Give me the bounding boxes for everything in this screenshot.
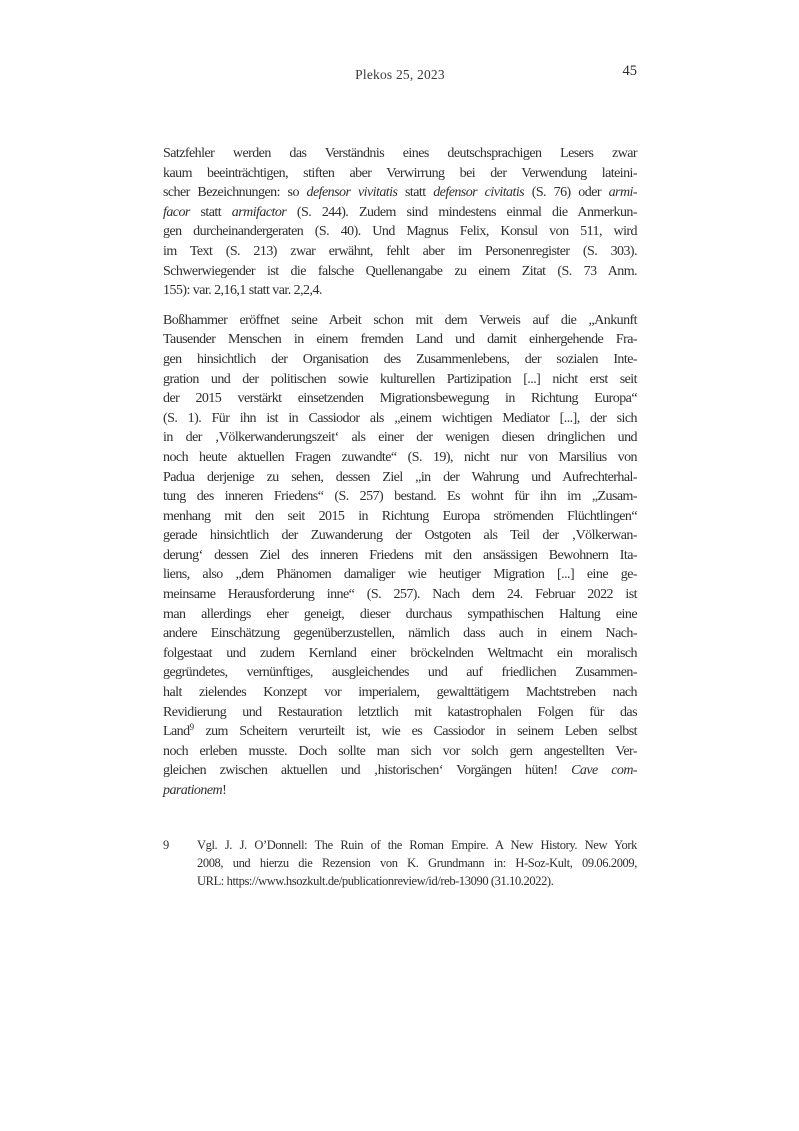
text-run: gerade hinsichtlich der Zuwanderung der Ostgoten als Teil der ‚Völkerwan- bbox=[163, 528, 637, 544]
text-line bbox=[163, 144, 637, 164]
text-run: Padua derjenige zu sehen, dessen Ziel „in der Wahrung und Aufrechterhal- bbox=[163, 469, 637, 485]
text-line bbox=[163, 330, 637, 350]
text-run: Revidierung und Restauration letztlich mit katastrophalen Folgen für das bbox=[163, 704, 637, 720]
text-line bbox=[163, 468, 637, 488]
italic-text: defensor vivitatis bbox=[306, 185, 398, 201]
body-text bbox=[163, 144, 637, 801]
text-line bbox=[163, 742, 637, 762]
text-run: gration und der politischen sowie kulturellen Partizipation [...] nicht erst seit bbox=[163, 371, 637, 387]
text-line bbox=[197, 855, 637, 873]
text-run: statt bbox=[397, 185, 434, 201]
text-line bbox=[163, 311, 637, 331]
text-run: (S. 244). Zudem sind mindestens einmal die Anmerkun- bbox=[286, 204, 637, 220]
text-line bbox=[163, 448, 637, 468]
text-line bbox=[197, 837, 637, 855]
text-run: liens, also „dem Phänomen damaliger wie heutiger Migration [...] eine ge- bbox=[163, 567, 637, 583]
text-run: halt zielendes Konzept vor imperialem, gewalttätigem Machtstreben nach bbox=[163, 685, 637, 701]
text-run: gen durcheinandergeraten (S. 40). Und Magnus Felix, Konsul von 511, wird bbox=[163, 224, 637, 240]
text-line bbox=[163, 546, 637, 566]
text-run: gleichen zwischen aktuellen und ‚historischen‘ Vorgängen hüten! bbox=[163, 763, 572, 779]
text-run: noch heute aktuellen Fragen zuwandte“ (S. 19), nicht nur von Marsilius von bbox=[163, 449, 637, 465]
text-line bbox=[163, 370, 637, 390]
text-run: Satzfehler werden das Verständnis eines deutschsprachigen Lesers zwar bbox=[163, 146, 637, 161]
text-run: menhang mit den seit 2015 in Richtung Europa strömenden Flüchtlingen“ bbox=[163, 508, 637, 524]
text-run: Boßhammer eröffnet seine Arbeit schon mit dem Verweis auf die „Ankunft bbox=[163, 312, 637, 328]
text-line bbox=[163, 526, 637, 546]
text-line bbox=[163, 350, 637, 370]
text-run: Vgl. J. J. O’Donnell: The Ruin of the Roman Empire. A New History. New York bbox=[197, 838, 637, 852]
text-run: gegründetes, vernünftiges, ausgleichendes und auf friedlichen Zusammen- bbox=[163, 665, 637, 681]
footnote-url-link[interactable]: https://www.hsozkult.de/publicationreview/id/reb-13090 bbox=[226, 873, 489, 888]
text-line bbox=[163, 585, 637, 605]
text-run: scher Bezeichnungen: so bbox=[163, 185, 307, 201]
text-line bbox=[163, 222, 637, 242]
text-run: Tausender Menschen in einem fremden Land und damit einhergehende Fra- bbox=[163, 332, 637, 348]
text-run: URL: bbox=[197, 873, 227, 888]
text-line bbox=[163, 487, 637, 507]
italic-text: parationem bbox=[163, 783, 223, 798]
footnote-marker: 9 bbox=[189, 722, 195, 733]
text-run: tung des inneren Friedens“ (S. 257) bestand. Es wohnt für ihn im „Zusam- bbox=[163, 489, 637, 505]
text-run: 2008, und hierzu die Rezension von K. Grundmann in: H-Soz-Kult, 09.06.2009, bbox=[197, 855, 637, 870]
text-run: (S. 1). Für ihn ist in Cassiodor als „einem wichtigen Mediator [...], der sich bbox=[163, 410, 637, 426]
text-line bbox=[163, 644, 637, 664]
text-line bbox=[163, 507, 637, 527]
text-run: kaum beeinträchtigen, stiften aber Verwirrung bei der Verwendung lateini- bbox=[163, 165, 637, 181]
text-line bbox=[163, 428, 637, 448]
footnote-number: 9 bbox=[163, 838, 169, 852]
text-line bbox=[163, 565, 637, 585]
page-number: 45 bbox=[622, 63, 637, 79]
text-run: (31.10.2022). bbox=[488, 873, 554, 888]
text-line bbox=[163, 262, 637, 282]
text-line bbox=[197, 873, 637, 891]
text-run: gen hinsichtlich der Organisation des Zusammenlebens, der sozialen Inte- bbox=[163, 351, 637, 367]
text-line bbox=[163, 183, 637, 203]
italic-text: Cave com- bbox=[571, 763, 637, 779]
text-run: Land bbox=[163, 724, 190, 740]
italic-text: defensor civitatis bbox=[433, 185, 525, 201]
text-line bbox=[163, 703, 637, 723]
paragraph bbox=[163, 144, 637, 301]
text-line bbox=[163, 722, 637, 742]
journal-title: Plekos 25, 2023 bbox=[355, 67, 445, 82]
italic-text: armi- bbox=[608, 185, 637, 201]
text-run: andere Einschätzung gegenüberzustellen, nämlich dass auch in einem Nach- bbox=[163, 626, 637, 642]
text-line bbox=[163, 281, 637, 301]
text-run: ! bbox=[222, 783, 227, 798]
text-run: derung‘ dessen Ziel des inneren Friedens mit den ansässigen Bewohnern Ita- bbox=[163, 547, 637, 563]
footnote-section bbox=[163, 837, 637, 891]
page-header bbox=[163, 63, 637, 89]
text-line bbox=[163, 663, 637, 683]
text-run: folgestaat und zudem Kernland einer bröckelnden Weltmacht ein moralisch bbox=[163, 645, 637, 661]
text-run: statt bbox=[189, 204, 232, 220]
italic-text: facor bbox=[163, 204, 190, 220]
text-run: im Text (S. 213) zwar erwähnt, fehlt aber im Personenregister (S. 303). bbox=[163, 243, 637, 259]
text-run: zum Scheitern verurteilt ist, wie es Cassiodor in seinem Leben selbst bbox=[194, 724, 637, 740]
text-line bbox=[163, 409, 637, 429]
text-run: (S. 76) oder bbox=[524, 185, 609, 201]
text-line bbox=[163, 683, 637, 703]
footnote-text bbox=[197, 837, 637, 891]
text-line bbox=[163, 605, 637, 625]
text-run: in der ‚Völkerwanderungszeit‘ als einer der wenigen diesen dringlichen und bbox=[163, 430, 637, 446]
text-line bbox=[163, 203, 637, 223]
paragraph bbox=[163, 311, 637, 801]
text-run: 155): var. 2,16,1 statt var. 2,2,4. bbox=[163, 283, 322, 299]
text-run: meinsame Herausforderung inne“ (S. 257). Nach dem 24. Februar 2022 ist bbox=[163, 587, 637, 603]
text-run: noch erleben musste. Doch sollte man sich vor solch gern angestellten Ver- bbox=[163, 743, 637, 759]
text-line bbox=[163, 164, 637, 184]
italic-text: armifactor bbox=[231, 204, 287, 220]
footnote-item bbox=[163, 837, 637, 891]
text-line bbox=[163, 242, 637, 262]
text-line bbox=[163, 389, 637, 409]
text-run: man allerdings eher geneigt, dieser durchaus sympathischen Haltung eine bbox=[163, 606, 637, 622]
text-line bbox=[163, 624, 637, 644]
text-line bbox=[163, 761, 637, 781]
text-run: Schwerwiegender ist die falsche Quellenangabe zu einem Zitat (S. 73 Anm. bbox=[163, 263, 637, 279]
text-line bbox=[163, 781, 637, 801]
text-run: der 2015 verstärkt einsetzenden Migrationsbewegung in Richtung Europa“ bbox=[163, 391, 637, 407]
